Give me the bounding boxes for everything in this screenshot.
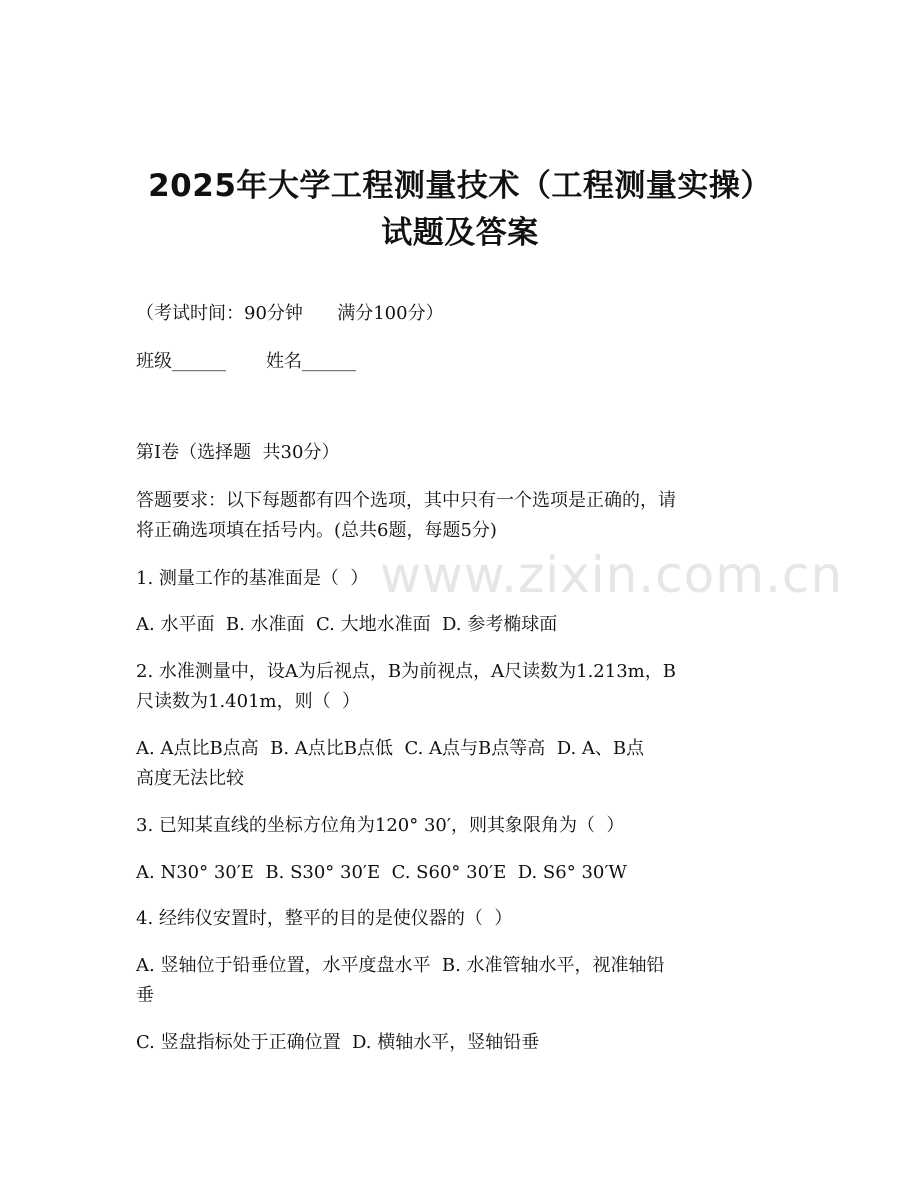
class-name-fields: 班级______ 姓名______ bbox=[136, 351, 357, 372]
question-2-options-line-2: 高度无法比较 bbox=[136, 768, 244, 789]
watermark: www.zixin.com.cn bbox=[380, 546, 844, 604]
question-4-options-line-3: C. 竖盘指标处于正确位置 D. 横轴水平，竖轴铅垂 bbox=[136, 1032, 540, 1053]
question-3-stem: 3. 已知某直线的坐标方位角为120° 30′，则其象限角为（ ） bbox=[136, 815, 625, 836]
question-4-options-line-2: 垂 bbox=[136, 985, 154, 1006]
question-2-stem-line-2: 尺读数为1.401m，则（ ） bbox=[136, 691, 361, 712]
instructions-line-1: 答题要求：以下每题都有四个选项，其中只有一个选项是正确的，请 bbox=[136, 490, 676, 511]
instructions-line-2: 将正确选项填在括号内。(总共6题，每题5分) bbox=[136, 520, 497, 541]
question-2-options-line-1: A. A点比B点高 B. A点比B点低 C. A点与B点等高 D. A、B点 bbox=[136, 738, 645, 759]
section-heading: 第I卷（选择题 共30分） bbox=[136, 442, 340, 463]
question-4-stem: 4. 经纬仪安置时，整平的目的是使仪器的（ ） bbox=[136, 908, 513, 929]
question-1-stem: 1. 测量工作的基准面是（ ） bbox=[136, 568, 369, 589]
question-2-stem-line-1: 2. 水准测量中，设A为后视点，B为前视点，A尺读数为1.213m，B bbox=[136, 661, 676, 682]
exam-info: （考试时间：90分钟 满分100分） bbox=[136, 303, 444, 324]
document-title-line-2: 试题及答案 bbox=[381, 215, 539, 251]
question-1-options: A. 水平面 B. 水准面 C. 大地水准面 D. 参考椭球面 bbox=[136, 614, 558, 635]
question-3-options: A. N30° 30′E B. S30° 30′E C. S60° 30′E D. S6° 30′W bbox=[136, 862, 627, 883]
document-title-line-1: 2025年大学工程测量技术（工程测量实操） bbox=[148, 168, 772, 204]
question-4-options-line-1: A. 竖轴位于铅垂位置，水平度盘水平 B. 水准管轴水平，视准轴铅 bbox=[136, 955, 665, 976]
